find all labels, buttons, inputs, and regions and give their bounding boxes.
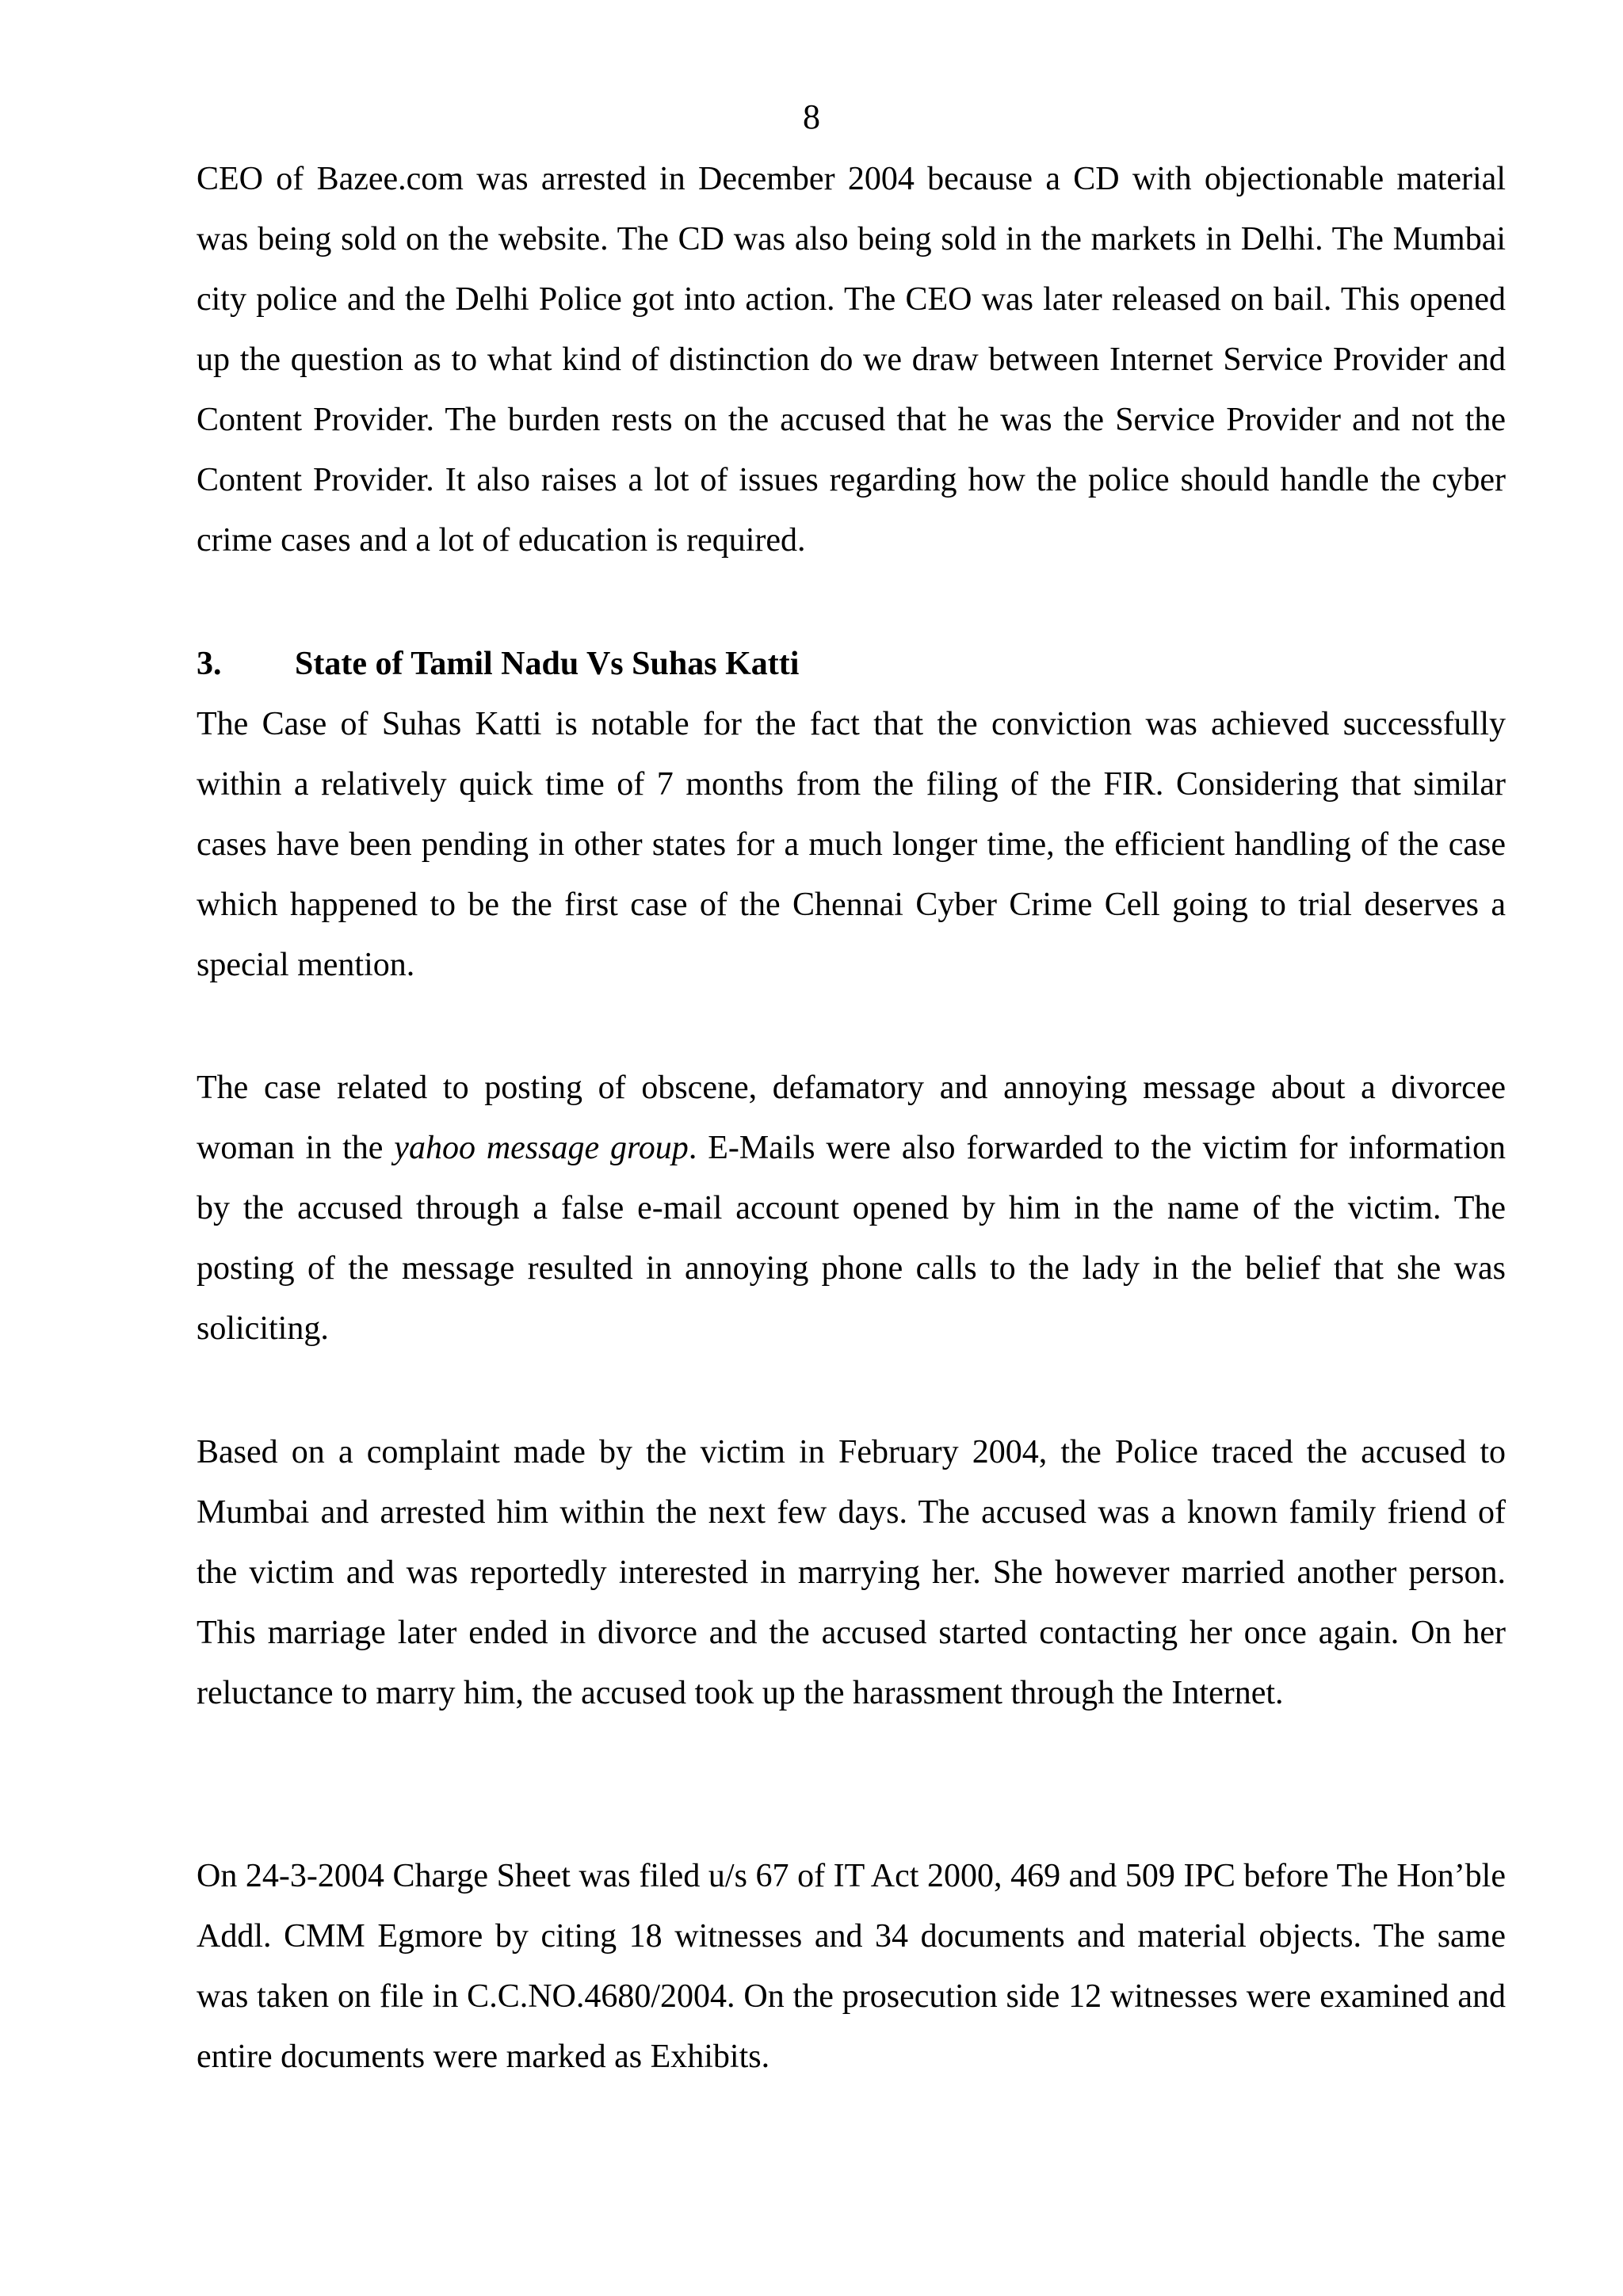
paragraph-case-details-end: . E-Mails were also forwarded to the victim for information by the accused through a false e-mail account opened by him in the name of the victim. The posting of the message resulted in annoying phone calls to the lady in the belief that she was soliciting. [197, 1130, 1507, 1347]
paragraph-case-summary: The Case of Suhas Katti is notable for the fact that the conviction was achieved successfully within a relatively quick time of 7 months from the filing of the FIR. Considering that similar cases have been pending in other states for a much longer time, the efficient handling of the case which happened to be the first case of the Chennai Cyber Crime Cell going to trial deserves a special mention. [197, 706, 1506, 983]
section-title: State of Tamil Nadu Vs Suhas Katti [295, 646, 800, 682]
section-heading [197, 634, 1506, 694]
page-number: 8 [803, 97, 820, 136]
paragraph-charge-sheet: On 24-3-2004 Charge Sheet was filed u/s 67 of IT Act 2000, 469 and 509 IPC before The Hon’ble Addl. CMM Egmore by citing 18 witnesses and 34 documents and material objects. The same was taken on file in C.C.NO.4680/2004. On the prosecution side 12 witnesses were examined and entire documents were marked as Exhibits. [197, 1858, 1506, 2075]
paragraph-bazee-case: CEO of Bazee.com was arrested in December 2004 because a CD with objectionable material was being sold on the website. The CD was also being sold in the markets in Delhi. The Mumbai city police and the Delhi Police got into action. The CEO was later released on bail. This opened up the question as to what kind of distinction do we draw between Internet Service Provider and Content Provider. The burden rests on the accused that he was the Service Provider and not the Content Provider. It also raises a lot of issues regarding how the police should handle the cyber crime cases and a lot of education is required. [197, 161, 1506, 559]
paragraph-case-details [197, 1058, 1506, 1359]
section-number: 3. [197, 646, 222, 682]
paragraph-complaint: Based on a complaint made by the victim in February 2004, the Police traced the accused to Mumbai and arrested him within the next few days. The accused was a known family friend of the victim and was reportedly interested in marrying her. She however married another person. This marriage later ended in divorce and the accused started contacting her once again. On her reluctance to marry him, the accused took up the harassment through the Internet. [197, 1434, 1506, 1711]
yahoo-group-italic: yahoo message group [394, 1130, 689, 1166]
paragraph-case-details-start: The case related to posting of obscene, defamatory and annoying message about a divorcee woman in the [197, 1070, 1506, 1166]
